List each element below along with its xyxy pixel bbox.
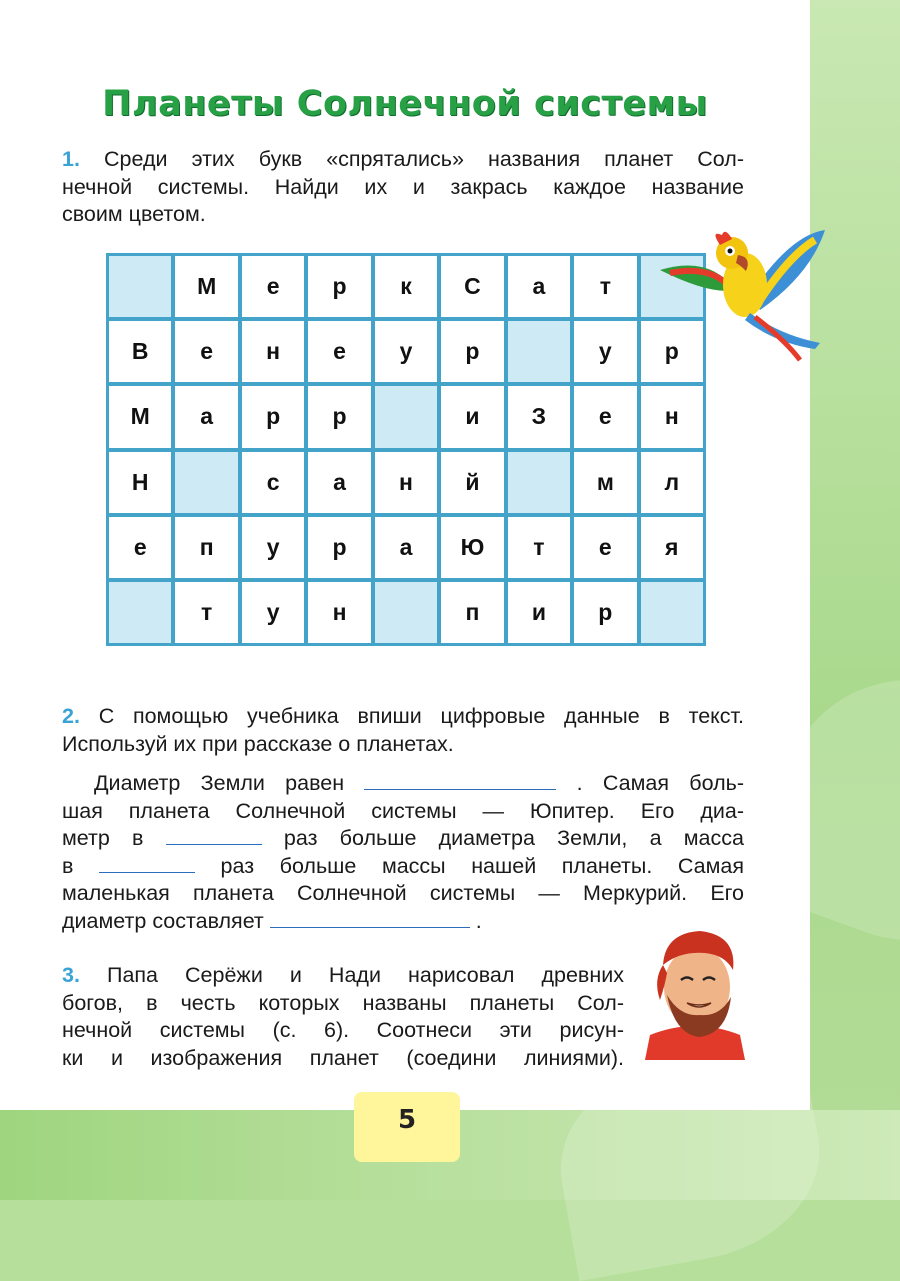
parrot-illustration (650, 225, 830, 365)
grid-cell-empty[interactable] (641, 582, 703, 643)
background-right-strip (810, 0, 900, 1200)
task-line: шая планета Солнечной системы — Юпитер. Его диа- (62, 798, 744, 823)
grid-cell[interactable]: н (242, 321, 304, 382)
grid-cell[interactable]: н (375, 452, 437, 513)
grid-cell[interactable]: З (508, 386, 570, 447)
text-fragment: Диаметр Земли равен (94, 771, 345, 795)
task-number: 2. (62, 704, 80, 728)
grid-cell[interactable]: С (441, 256, 503, 317)
text-fragment: в (62, 853, 74, 878)
grid-cell[interactable]: а (508, 256, 570, 317)
task-line: нечной системы. Найди их и закрась каждое название (62, 174, 744, 199)
grid-cell[interactable]: у (574, 321, 636, 382)
task-line: Используй их при рассказе о планетах. (62, 731, 454, 756)
grid-cell[interactable]: М (109, 386, 171, 447)
diameter-earth-blank[interactable] (364, 771, 556, 790)
grid-cell[interactable]: и (508, 582, 570, 643)
grid-cell[interactable]: у (242, 582, 304, 643)
jupiter-diameter-ratio-blank[interactable] (166, 826, 262, 845)
grid-cell[interactable]: Н (109, 452, 171, 513)
grid-cell-empty[interactable] (375, 582, 437, 643)
grid-cell[interactable]: л (641, 452, 703, 513)
task-line: Папа Серёжи и Нади нарисовал древних (106, 963, 624, 987)
task-line: С помощью учебника впиши цифровые данные в текст. (98, 704, 744, 728)
task-3-text (62, 962, 624, 1072)
grid-cell[interactable]: р (308, 256, 370, 317)
bearded-man-illustration (645, 925, 745, 1060)
grid-cell[interactable]: п (441, 582, 503, 643)
grid-cell[interactable]: В (109, 321, 171, 382)
page-number: 5 (354, 1092, 460, 1162)
grid-cell[interactable]: у (375, 321, 437, 382)
task-line: маленькая планета Солнечной системы — Меркурий. Его (62, 881, 744, 905)
grid-cell[interactable]: с (242, 452, 304, 513)
grid-cell[interactable]: р (308, 517, 370, 578)
page-title: Планеты Солнечной системы (102, 84, 708, 124)
jupiter-mass-ratio-blank[interactable] (99, 854, 195, 873)
grid-cell[interactable]: й (441, 452, 503, 513)
grid-cell[interactable]: р (242, 386, 304, 447)
grid-cell[interactable]: к (375, 256, 437, 317)
grid-cell[interactable]: р (308, 386, 370, 447)
grid-cell[interactable]: т (574, 256, 636, 317)
grid-cell[interactable]: р (441, 321, 503, 382)
grid-cell-empty[interactable] (508, 321, 570, 382)
grid-cell[interactable]: а (175, 386, 237, 447)
task-line: нечной системы (с. 6). Соотнеси эти рисун- (62, 1018, 624, 1042)
text-fragment: метр в (62, 826, 144, 850)
grid-cell[interactable]: е (175, 321, 237, 382)
grid-cell[interactable]: н (308, 582, 370, 643)
grid-cell[interactable]: п (175, 517, 237, 578)
grid-cell[interactable]: я (641, 517, 703, 578)
text-fragment: . (475, 908, 482, 933)
grid-cell-empty[interactable] (375, 386, 437, 447)
task-line: богов, в честь которых названы планеты Сол- (62, 990, 624, 1015)
text-fragment: . Самая боль- (576, 771, 744, 795)
grid-cell[interactable]: р (574, 582, 636, 643)
grid-cell[interactable]: Ю (441, 517, 503, 578)
grid-cell[interactable]: н (641, 386, 703, 447)
grid-cell[interactable]: и (441, 386, 503, 447)
task-line: Среди этих букв «спрятались» названия планет Сол- (104, 147, 745, 171)
letter-grid (106, 253, 706, 646)
grid-cell[interactable]: е (242, 256, 304, 317)
grid-cell[interactable]: е (308, 321, 370, 382)
text-fragment: раз больше массы нашей планеты. Самая (220, 853, 744, 878)
grid-cell[interactable]: М (175, 256, 237, 317)
task-line: своим цветом. (62, 202, 206, 226)
grid-cell[interactable]: а (308, 452, 370, 513)
task-2-fill-text (62, 770, 744, 935)
task-number: 1. (62, 147, 80, 171)
grid-cell[interactable]: р (641, 321, 703, 382)
grid-cell-empty[interactable] (175, 452, 237, 513)
grid-cell[interactable]: е (574, 386, 636, 447)
task-number: 3. (62, 963, 80, 987)
grid-cell-empty[interactable] (109, 582, 171, 643)
grid-cell[interactable]: е (109, 517, 171, 578)
text-fragment: диаметр составляет (62, 908, 264, 933)
task-1-text (62, 146, 744, 229)
grid-cell[interactable]: у (242, 517, 304, 578)
grid-cell[interactable]: а (375, 517, 437, 578)
grid-cell-empty[interactable] (508, 452, 570, 513)
task-2-intro (62, 703, 744, 758)
grid-cell[interactable]: м (574, 452, 636, 513)
text-fragment: раз больше диаметра Земли, а масса (283, 826, 744, 850)
mercury-diameter-blank[interactable] (270, 909, 470, 928)
grid-cell[interactable]: т (175, 582, 237, 643)
grid-cell[interactable]: е (574, 517, 636, 578)
grid-cell[interactable]: т (508, 517, 570, 578)
task-line: ки и изображения планет (соедини линиями). (62, 1045, 624, 1070)
grid-cell-empty[interactable] (109, 256, 171, 317)
